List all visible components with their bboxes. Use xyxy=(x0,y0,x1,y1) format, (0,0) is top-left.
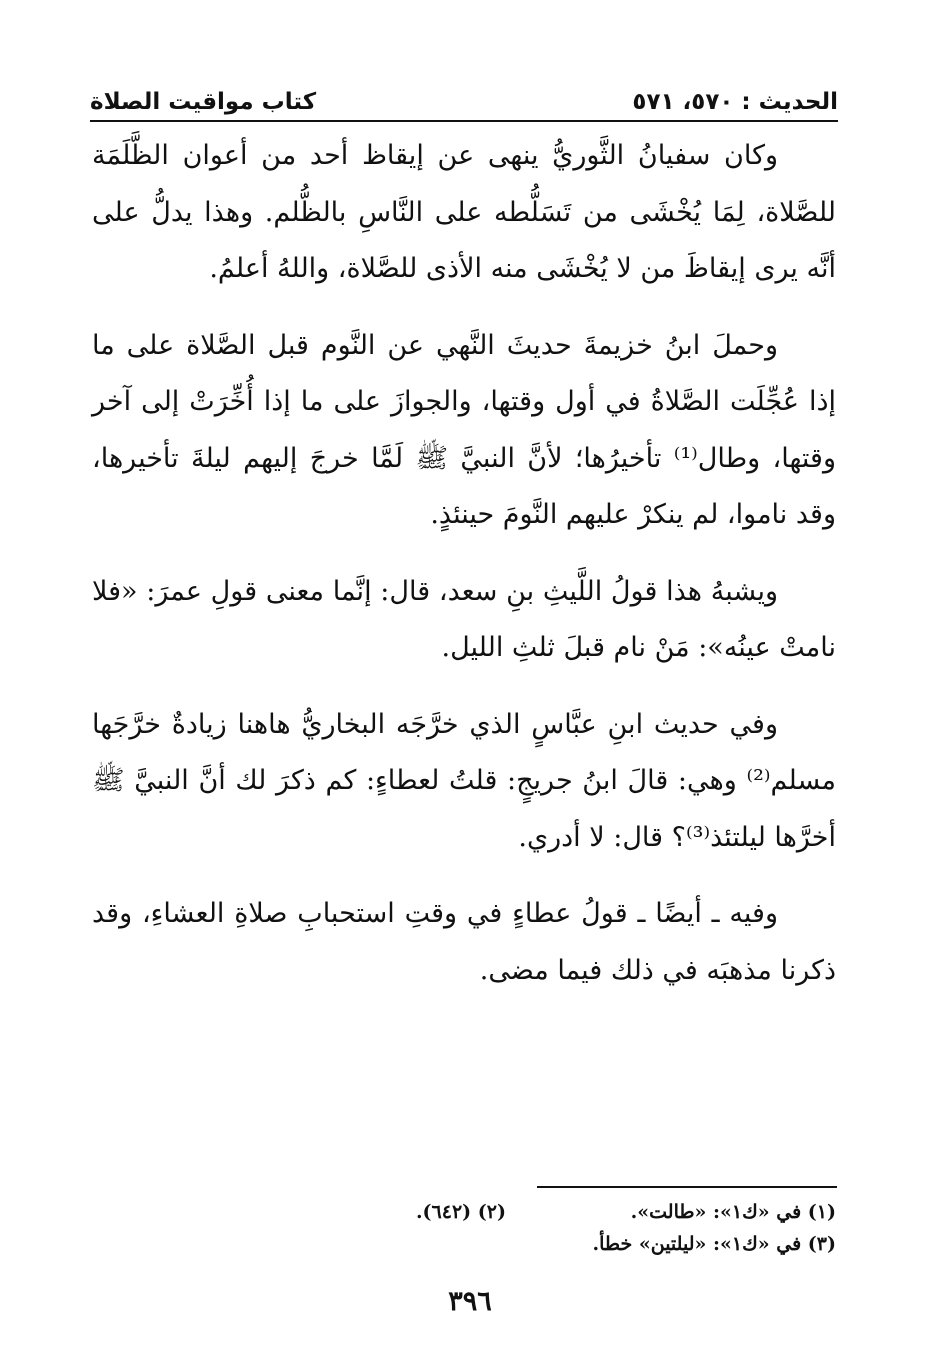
page-number: ٣٩٦ xyxy=(448,1286,492,1317)
footnote-divider xyxy=(537,1186,837,1188)
paragraph: وفي حديث ابنِ عبَّاسٍ الذي خرَّجَه البخاريُّ هاهنا زيادةٌ خرَّجَها مسلم⁽²⁾ وهي: قالَ ابنُ جريجٍ: قلتُ لعطاءٍ: كم ذكرَ لك أنَّ النبيَّ ﷺ أخرَّها ليلتئذ⁽³⁾؟ قال: لا أدري. xyxy=(92,708,836,853)
footnote-1: (١) في «ك١»: «طالت». xyxy=(630,1201,836,1223)
paragraph: ويشبهُ هذا قولُ اللَّيثِ بنِ سعد، قال: إنَّما معنى قولِ عمرَ: «فلا نامتْ عينُه»: مَنْ نام قبلَ ثلثِ الليل. xyxy=(92,575,836,663)
main-text xyxy=(92,128,836,999)
paragraph: وكان سفيانُ الثَّوريُّ ينهى عن إيقاظ أحد من أعوان الظَّلَمَة للصَّلاة، لِمَا يُخْشَى من تَسَلُّطه على النَّاسِ بالظُّلم. وهذا يدلُّ على أنَّه يرى إيقاظَ من لا يُخْشَى منه الأذى للصَّلاة، واللهُ أعلمُ. xyxy=(92,140,836,284)
footnote-row xyxy=(380,1196,836,1228)
header-divider xyxy=(90,120,838,122)
paragraph: وحملَ ابنُ خزيمةَ حديثَ النَّهي عن النَّوم قبل الصَّلاة على ما إذا عُجِّلَت الصَّلاةُ في أول وقتها، والجوازَ على ما إذا أُخِّرَتْ إلى آخر وقتها، وطال⁽¹⁾ تأخيرُها؛ لأنَّ النبيَّ ﷺ لَمَّا خرجَ إليهم ليلةَ تأخيرها، وقد ناموا، لم ينكرْ عليهم النَّومَ حينئذٍ. xyxy=(92,329,836,530)
header-chapter-title: كتاب مواقيت الصلاة xyxy=(90,89,317,115)
paragraph: وفيه ـ أيضًا ـ قولُ عطاءٍ في وقتِ استحبابِ صلاةِ العشاءِ، وقد ذكرنا مذهبَه في ذلك فيما مضى. xyxy=(92,898,836,986)
running-header xyxy=(90,84,838,120)
footnote-2: (٢) (٦٤٢). xyxy=(415,1201,506,1223)
footnote-row xyxy=(380,1228,836,1260)
footnote-3: (٣) في «ك١»: «ليلتين» خطأ. xyxy=(592,1233,836,1255)
footnotes xyxy=(380,1196,836,1260)
header-hadith-numbers: الحديث : ٥٧٠، ٥٧١ xyxy=(632,89,838,115)
